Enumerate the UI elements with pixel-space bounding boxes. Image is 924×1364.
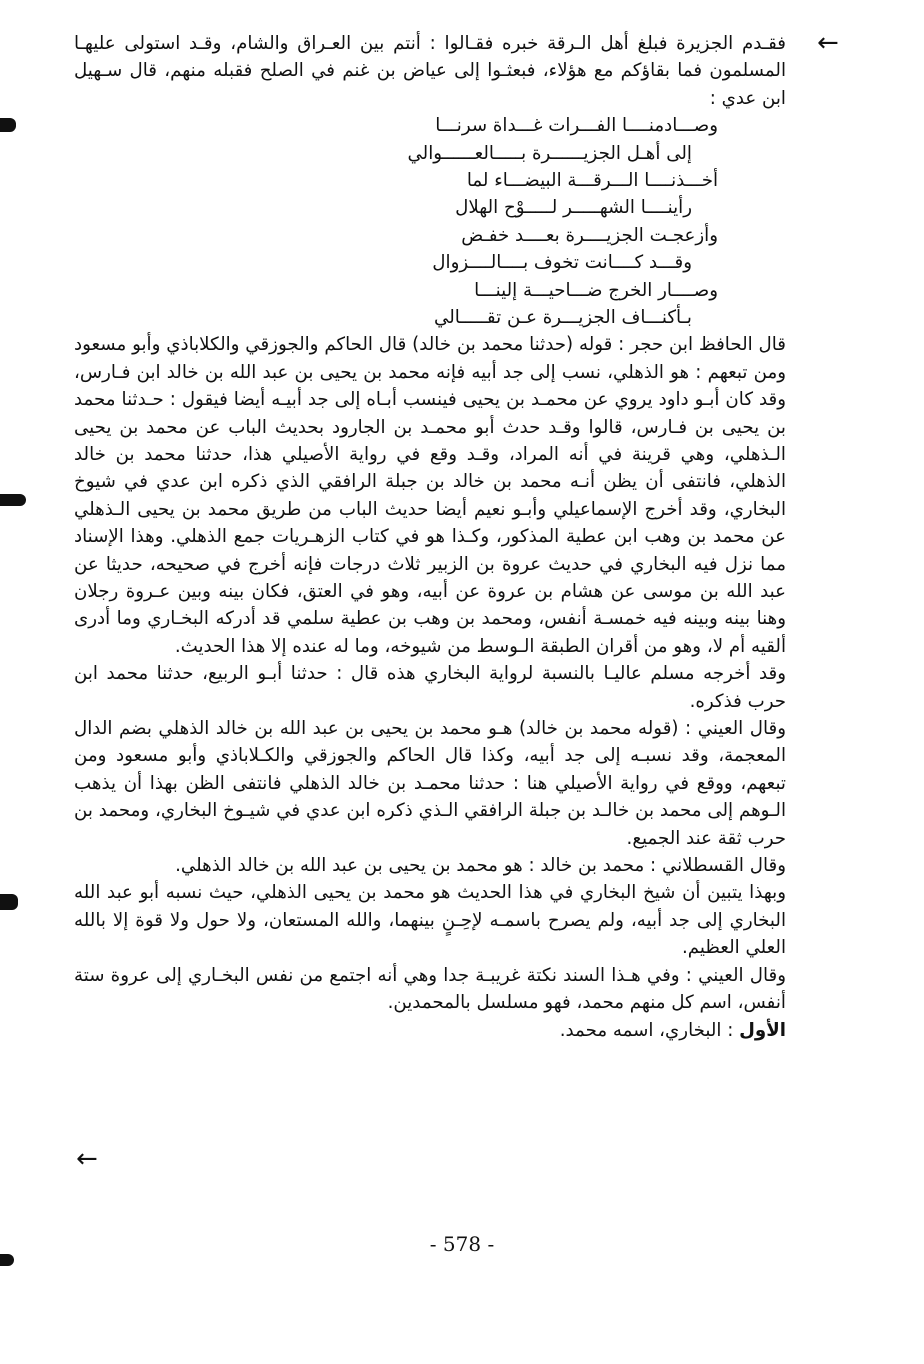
poem-verse <box>74 167 786 194</box>
first-narrator-label: الأول <box>739 1019 786 1041</box>
al-ayni-note-paragraph: وقال العيني : وفي هـذا السند نكتة غريبـة جدا وهي أنه اجتمع من نفس البخـاري إلى عروة ستة أنفس، اسم كل منهم محمد، فهو مسلسل بالمحمدين. <box>74 964 786 1014</box>
poem-verse <box>74 194 786 221</box>
poem-verse <box>74 222 786 249</box>
poem-first-hemistich: وصـــادمنــــا الفـــرات غـــداة سرنـــا <box>435 115 718 137</box>
muslim-note-paragraph: وقد أخرجه مسلم عاليـا بالنسبة لرواية البخاري هذه قال : حدثنا أبـو الربيع، حدثنا محمد ابن حرب فذكره. <box>74 663 786 712</box>
continuation-arrow-icon: ← <box>76 1144 98 1174</box>
page-number: - 578 - <box>429 1232 495 1256</box>
poem-verse <box>74 112 786 139</box>
binding-hole-mark <box>0 118 16 132</box>
conclusion-paragraph: وبهذا يتبين أن شيخ البخاري في هذا الحديث هو محمد بن يحيى الذهلي، حيث نسبه أبو عبد الله البخاري إلى جد أبيه، ولم يصرح باسمـه لإحِـنٍ بينهما، والله المستعان، ولا حول ولا قوة إلا بالله العلي العظيم. <box>74 882 786 959</box>
first-narrator-line <box>74 1017 786 1044</box>
poem-verse <box>74 140 786 167</box>
continuation-arrow-icon: ← <box>817 28 839 58</box>
al-ayni-commentary: وقال العيني : (قوله محمد بن خالد) هـو محمد بن يحيى بن عبد الله بن خالد الذهلي بضم الدال المعجمة، وقد نسبـه إلى جد أبيه، وكذا قال الحاكم والجوزقي والكـلاباذي وأبو مسعود ومن تبعهم، ووقع في رواية الأصيلي هنا : حدثنا محمـد بن خالد الذهلي فانتفى الظن بهذا أن يذهب الـوهم إلى محمد بن خالـد بن جبلة الرافقي الـذي ذكره ابن عدي في شيـوخ البخاري، ومحمد بن حرب ثقة عند الجميع. <box>74 718 786 849</box>
poem-verse <box>74 277 786 304</box>
poem-first-hemistich: أخـــذنــــا الـــرقـــة البيضـــاء لما <box>466 170 718 191</box>
al-qastallani-commentary: وقال القسطلاني : محمد بن خالد : هو محمد بن يحيى بن عبد الله بن خالد الذهلي. <box>175 855 786 877</box>
page-body-text <box>74 30 786 1044</box>
poem-first-hemistich: وأزعجـت الجزيــــرة بعــــد خفـض <box>461 224 718 246</box>
poem-second-hemistich: وقـــد كــــانت تخوف بــــالــــزوال <box>432 252 692 274</box>
poem-verse <box>74 304 786 331</box>
poem <box>74 112 786 331</box>
poem-second-hemistich: رأينــــا الشهـــــر لـــــوْح الهلال <box>455 197 692 219</box>
ibn-hajar-commentary: قال الحافظ ابن حجر : قوله (حدثنا محمد بن خالد) قال الحاكم والجوزقي والكلاباذي وأبو مسعود ومن تبعهم : هو الذهلي، نسب إلى جد أبيه فإنه محمد بن يحيى بن عبد الله بن خالد ابن فـارس، وقد كان أبـو داود يروي عن محمـد بن يحيى فينسب أبـاه إلى جد أبيـه أيضا فيقول : حـدثنا محمد بن يحيى بن فـارس، قالوا وقـد حدث أبو محمـد بن الجارود بحديث الباب عن محمد بن يحيى الـذهلي، وهي قرينة في أنه المراد، وقـد وقع في رواية الأصيلي هذا، حدثنا محمد بن خالد الذهلي، فانتفى أن يظن أنـه محمد بن خالد بن جبلة الرافقي الذي ذكره ابن عدي في شيوخ البخاري، وقد أخرج الإسماعيلي وأبـو نعيم أيضا حديث الباب من طريق محمد بن يحيى الـذهلي عن محمد بن وهب ابن عطية المذكور، وكـذا هو في كتاب الزهـريات جمع الذهلي. وهذا الإسناد مما نزل فيه البخاري في حديث عروة بن الزبير ثلاث درجات فإنه أخرج في صحيحه، حديثا عن عبد الله بن موسى عن هشام بن عروة عن أبيه، وهو في العتق، فكان بينه وبين عـروة رجلان وهنا بينه وبينه فيه خمسـة أنفس، ومحمد بن وهب بن عطية سلمي قد أدركه البخـاري وما أدرى ألقيه أم لا، وهو من أقران الطبقة الـوسط من شيوخه، وما له عنده إلا هذا الحديث. <box>74 334 786 657</box>
poem-first-hemistich: وصــــار الخرج ضـــاحيـــة إلينـــا <box>474 279 718 301</box>
intro-paragraph: فقـدم الجزيرة فبلغ أهل الـرقة خبره فقـالوا : أنتم بين العـراق والشام، وقـد استولى عليهـا المسلمون فما بقاؤكم مع هؤلاء، فبعثـوا إلى عياض بن غنم في الصلح فقبله منهم، قال سـهيل ابن عدي : <box>74 33 786 109</box>
poem-second-hemistich: بـأكنـــاف الجزيـــرة عـن تقـــــالي <box>434 306 692 328</box>
binding-hole-mark <box>0 894 18 910</box>
first-narrator-text: : البخاري، اسمه محمد. <box>559 1019 740 1041</box>
poem-verse <box>74 249 786 276</box>
poem-second-hemistich: إلى أهـل الجزيــــــرة بـــــالعــــــوالي <box>407 142 692 164</box>
binding-hole-mark <box>0 494 26 506</box>
